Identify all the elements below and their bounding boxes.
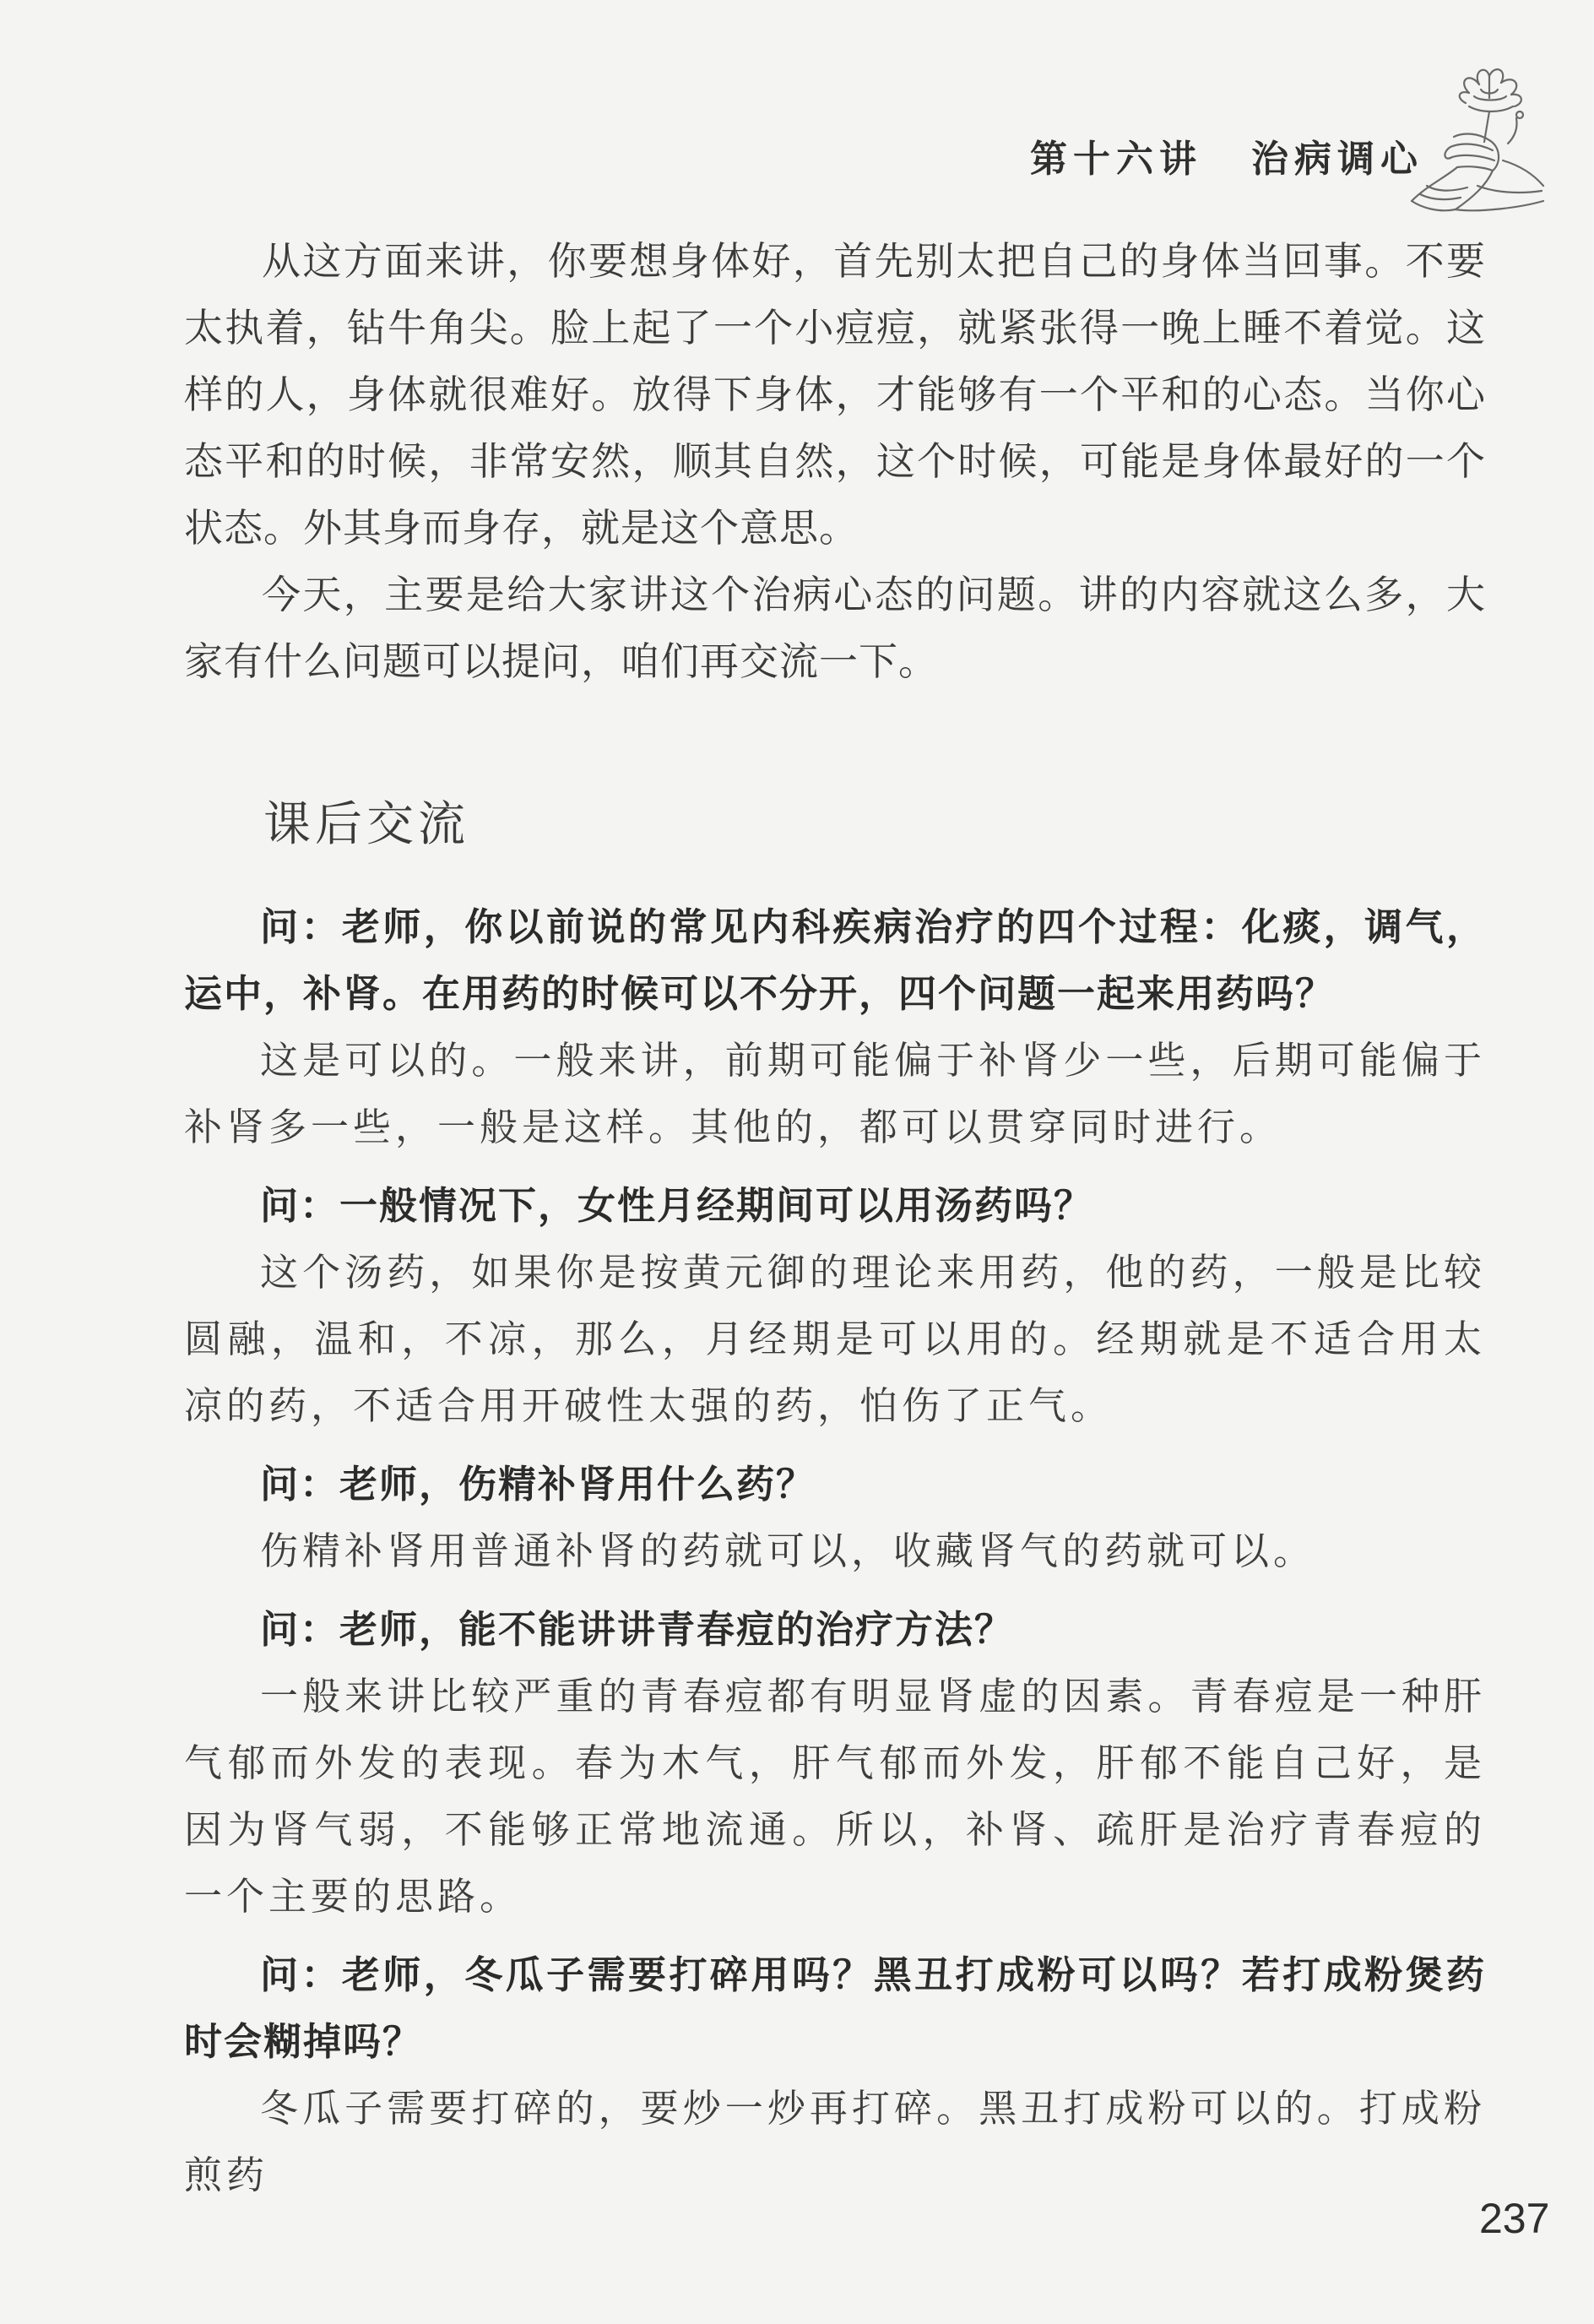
lecture-number: 第十六讲 xyxy=(1030,138,1202,181)
question: 问：老师，伤精补肾用什么药？ xyxy=(260,1462,816,1507)
running-header xyxy=(1030,128,1423,182)
answer: 伤精补肾用普通补肾的药就可以，收藏肾气的药就可以。 xyxy=(260,1529,1316,1573)
question: 问：老师，能不能讲讲青春痘的治疗方法？ xyxy=(260,1607,1015,1652)
question: 问：老师，你以前说的常见内科疾病治疗的四个过程：化痰，调气，运中，补肾。在用药的时候可以不分开，四个问题一起来用药吗？ xyxy=(184,904,1486,1016)
section-title: 课后交流 xyxy=(263,797,469,852)
answer: 冬瓜子需要打碎的，要炒一炒再打碎。黑丑打成粉可以的。打成粉煎药 xyxy=(184,2086,1486,2197)
body-paragraph: 今天，主要是给大家讲这个治病心态的问题。讲的内容就这么多，大家有什么问题可以提问，咱们再交流一下。 xyxy=(184,572,1486,684)
chapter-title: 治病调心 xyxy=(1251,138,1423,181)
answer: 这是可以的。一般来讲，前期可能偏于补肾少一些，后期可能偏于补肾多一些，一般是这样。其他的，都可以贯穿同时进行。 xyxy=(184,1038,1486,1149)
question: 问：老师，冬瓜子需要打碎用吗？黑丑打成粉可以吗？若打成粉煲药时会糊掉吗？ xyxy=(184,1952,1486,2064)
answer: 这个汤药，如果你是按黄元御的理论来用药，他的药，一般是比较圆融，温和，不凉，那么，月经期是可以用的。经期就是不适合用太凉的药，不适合用开破性太强的药，怕伤了正气。 xyxy=(184,1250,1486,1428)
body-text xyxy=(184,228,1486,695)
page-number: 237 xyxy=(1479,2195,1550,2242)
body-paragraph: 从这方面来讲，你要想身体好，首先别太把自己的身体当回事。不要太执着，钻牛角尖。脸上起了一个小痘痘，就紧张得一晚上睡不着觉。这样的人，身体就很难好。放得下身体，才能够有一个平和的心态。当你心态平和的时候，非常安然，顺其自然，这个时候，可能是身体最好的一个状态。外其身而身存，就是这个意思。 xyxy=(184,238,1486,551)
qa-section xyxy=(184,893,1486,2208)
answer: 一般来讲比较严重的青春痘都有明显肾虚的因素。青春痘是一种肝气郁而外发的表现。春为木气，肝气郁而外发，肝郁不能自己好，是因为肾气弱，不能够正常地流通。所以，补肾、疏肝是治疗青春痘的一个主要的思路。 xyxy=(184,1674,1486,1919)
question: 问：一般情况下，女性月经期间可以用汤药吗？ xyxy=(260,1183,1094,1228)
lotus-hand-icon xyxy=(1402,59,1549,228)
